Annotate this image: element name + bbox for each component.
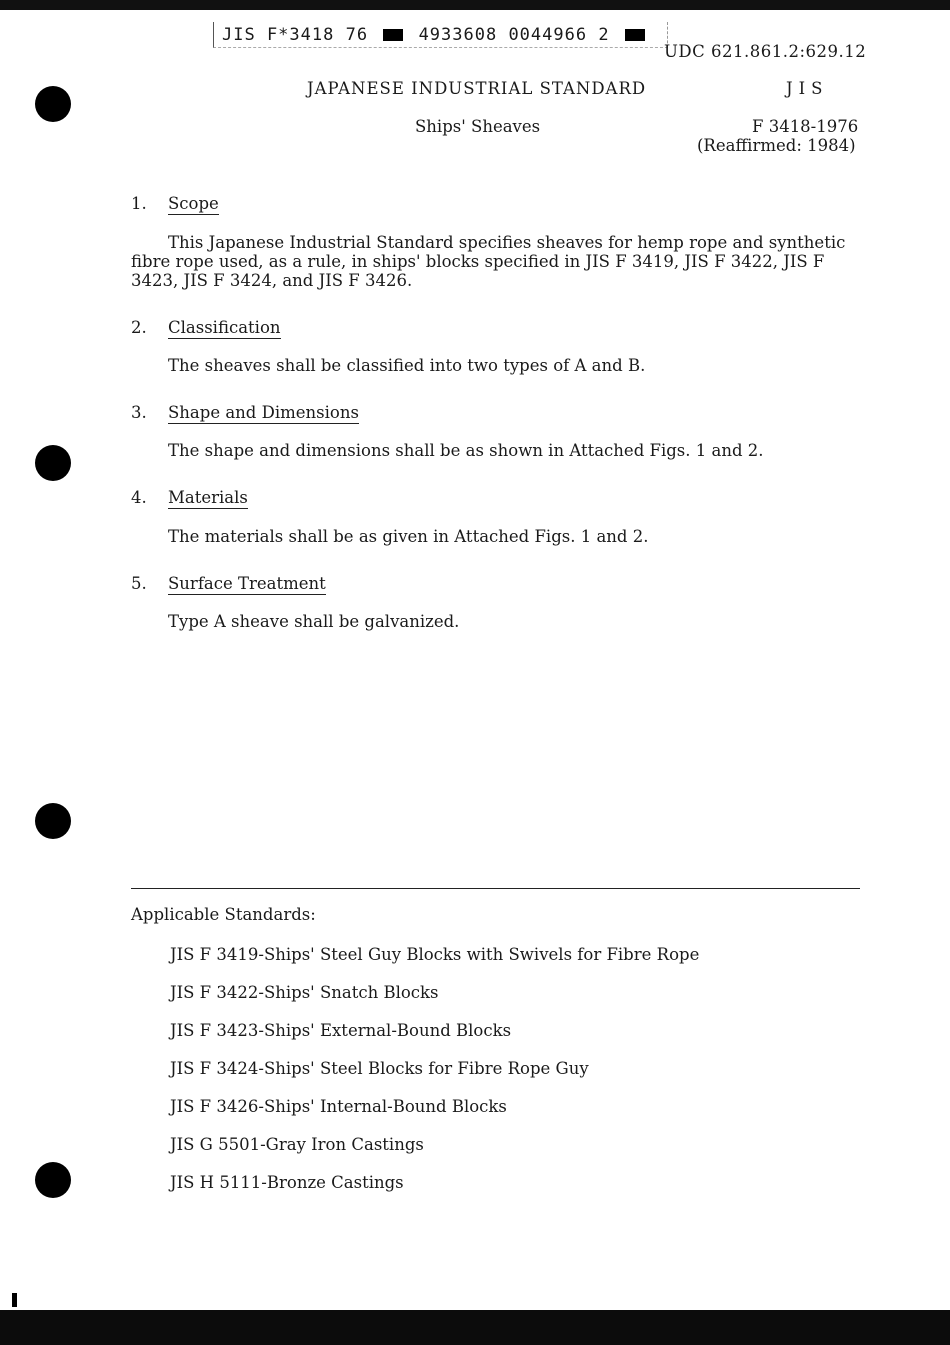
section-number: 4.: [131, 488, 147, 507]
section-heading-shape: Shape and Dimensions: [168, 403, 359, 422]
divider: [131, 888, 860, 889]
section-heading-materials: Materials: [168, 488, 248, 507]
section-text-classification: The sheaves shall be classified into two types of A and B.: [168, 356, 646, 375]
applicable-standard-item: JIS F 3423-Ships' External-Bound Blocks: [170, 1021, 512, 1040]
page-title: Ships' Sheaves: [415, 117, 541, 136]
applicable-standard-item: JIS H 5111-Bronze Castings: [170, 1173, 404, 1192]
jis-mark: JIS: [786, 79, 829, 98]
section-number: 3.: [131, 403, 147, 422]
scan-mark: [12, 1293, 17, 1307]
applicable-standard-item: JIS F 3424-Ships' Steel Blocks for Fibre Rope Guy: [170, 1059, 589, 1078]
document-code: JIS F*3418 76: [222, 25, 369, 45]
punch-hole: [35, 445, 71, 481]
section-heading-scope: Scope: [168, 194, 219, 213]
applicable-standard-item: JIS F 3419-Ships' Steel Guy Blocks with Swivels for Fibre Rope: [170, 945, 700, 964]
reaffirmed-date: (Reaffirmed: 1984): [697, 136, 856, 155]
document-number-code: 4933608 0044966 2: [418, 25, 610, 45]
section-number: 1.: [131, 194, 147, 213]
applicable-standards-heading: Applicable Standards:: [131, 905, 316, 924]
section-heading-classification: Classification: [168, 318, 281, 337]
udc-code: UDC 621.861.2:629.12: [664, 42, 867, 61]
section-text-surface: Type A sheave shall be galvanized.: [168, 612, 460, 631]
section-text-shape: The shape and dimensions shall be as shown in Attached Figs. 1 and 2.: [168, 441, 764, 460]
applicable-standard-item: JIS F 3426-Ships' Internal-Bound Blocks: [170, 1097, 507, 1116]
section-text-materials: The materials shall be as given in Attached Figs. 1 and 2.: [168, 527, 649, 546]
scan-top-edge: [0, 0, 950, 10]
section-number: 5.: [131, 574, 147, 593]
section-text-scope: This Japanese Industrial Standard specifies sheaves for hemp rope and synthetic fibre rope used, as a rule, in ships' blocks specified in JIS F 3419, JIS F 3422, JIS F 3423, JIS F 3424, and JIS F 3426.: [131, 233, 846, 290]
standard-name: JAPANESE INDUSTRIAL STANDARD: [307, 79, 647, 98]
document-code-box: [213, 22, 668, 48]
code-block-mark: [625, 29, 645, 41]
applicable-standard-item: JIS G 5501-Gray Iron Castings: [170, 1135, 424, 1154]
punch-hole: [35, 1162, 71, 1198]
standard-number: F 3418-1976: [752, 117, 859, 136]
section-number: 2.: [131, 318, 147, 337]
punch-hole: [35, 86, 71, 122]
applicable-standard-item: JIS F 3422-Ships' Snatch Blocks: [170, 983, 439, 1002]
punch-hole: [35, 803, 71, 839]
code-block-mark: [383, 29, 403, 41]
scan-bottom-edge: [0, 1310, 950, 1345]
section-heading-surface: Surface Treatment: [168, 574, 326, 593]
